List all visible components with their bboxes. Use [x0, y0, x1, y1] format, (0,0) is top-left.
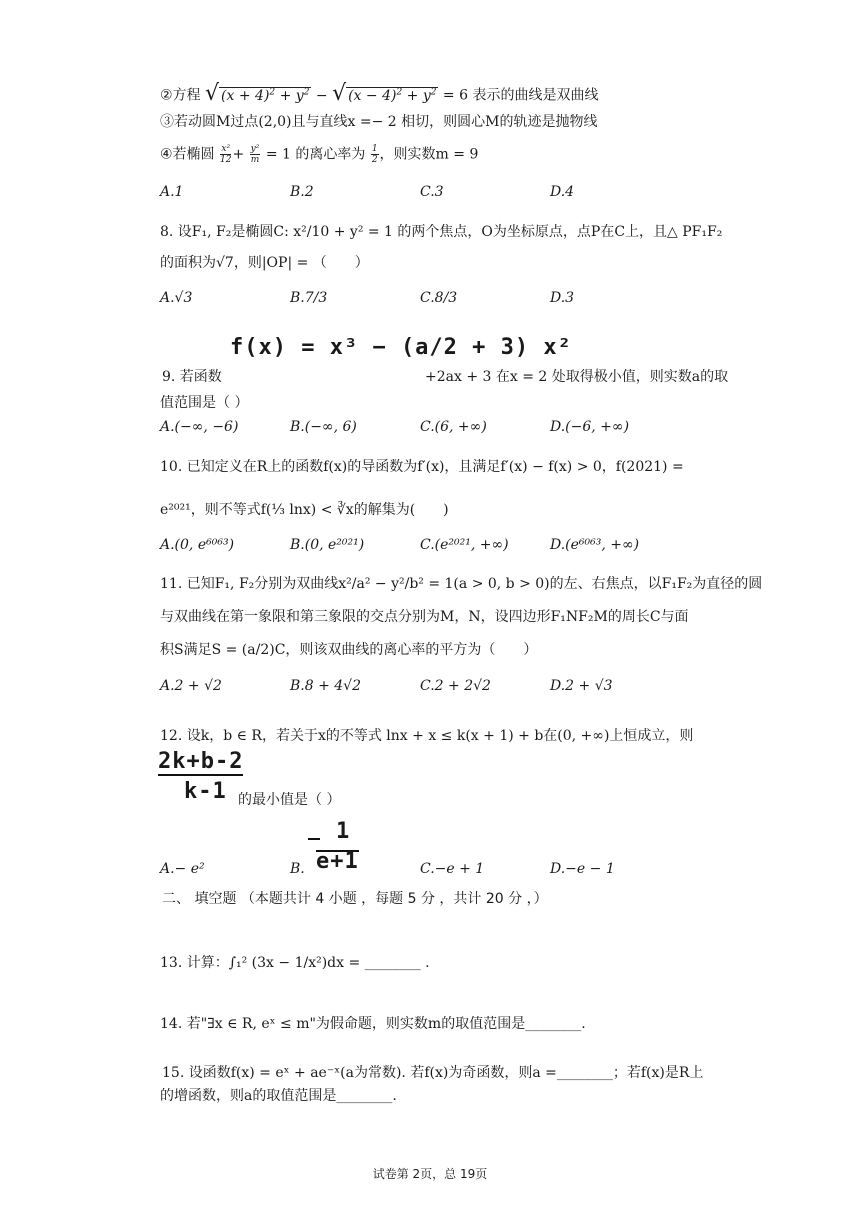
q11-option-a: A.2 + √2: [160, 678, 222, 694]
statement-4-label: ④若椭圆: [160, 146, 215, 163]
statement-4-tail2: ，则实数m = 9: [379, 146, 479, 163]
q9-suffix: +2ax + 3 在x = 2 处取得极小值，则实数a的取: [425, 369, 729, 385]
q9-line-2: 值范围是（ ）: [160, 395, 249, 411]
page-footer: 试卷第 2页，总 19页: [372, 1167, 488, 1181]
q9-option-d: D.(−6, +∞): [550, 419, 630, 435]
q9-option-a: A.(−∞, −6): [160, 419, 239, 435]
q12-option-c: C.−e + 1: [420, 861, 485, 877]
q11-line-1: 11. 已知F₁, F₂分别为双曲线x²/a² − y²/b² = 1(a > 0, b > 0)的左、右焦点，以F₁F₂为直径的圆: [160, 576, 763, 592]
q10-option-c: C.(e²⁰²¹, +∞): [420, 537, 509, 553]
q8-line-1: 8. 设F₁, F₂是椭圆C: x²/10 + y² = 1 的两个焦点，O为坐标原点，点P在C上，且△ PF₁F₂: [160, 224, 723, 240]
q11-option-d: D.2 + √3: [550, 678, 613, 694]
q12-option-b-minus: [308, 838, 320, 840]
q12-option-b-numerator: 1: [336, 819, 351, 844]
q12-line-1: 12. 设k，b ∈ R，若关于x的不等式 lnx + x ≤ k(x + 1) + b在(0, +∞)上恒成立，则: [160, 728, 694, 744]
q11-option-c: C.2 + 2√2: [420, 678, 491, 694]
q12-fraction-denominator: k-1: [184, 779, 227, 804]
q11-option-b: B.8 + 4√2: [290, 678, 362, 694]
q9-formula-image: f(x) = x³ − (a/2 + 3) x²: [230, 335, 572, 360]
statement-2-tail: = 6 表示的曲线是双曲线: [442, 87, 599, 104]
q8-option-a: A.√3: [160, 290, 193, 306]
q13-text: 13. 计算：∫₁² (3x − 1/x²)dx = ________ .: [160, 955, 430, 971]
q10-option-a: A.(0, e⁶⁰⁶³): [160, 537, 235, 553]
q9-option-c: C.(6, +∞): [420, 419, 487, 435]
q9-option-b: B.(−∞, 6): [290, 419, 357, 435]
q8-option-c: C.8/3: [420, 290, 458, 306]
q11-line-3: 积S满足S = (a/2)C，则该双曲线的离心率的平方为（ ）: [160, 642, 538, 658]
q9-prefix: 9. 若函数: [162, 369, 222, 385]
statement-2-label: ②方程: [160, 87, 201, 104]
q10-option-d: D.(e⁶⁰⁶³, +∞): [550, 537, 640, 553]
q15-line-1: 15. 设函数f(x) = eˣ + ae⁻ˣ(a为常数). 若f(x)为奇函数，则a =________；若f(x)是R上: [162, 1065, 704, 1081]
q12-fraction-numerator: 2k+b-2: [158, 749, 244, 774]
statement-2: [160, 82, 598, 106]
fraction-one-half: $\frac{1}{2}$: [371, 144, 378, 165]
q10-line-2: e²⁰²¹，则不等式f(⅓ lnx) < ∛x的解集为( ): [160, 502, 449, 518]
fraction-x2-12: $\frac{\text{x²}}{12}$: [220, 144, 232, 165]
q12-option-a: A.− e²: [160, 861, 205, 877]
q14-text: 14. 若"∃x ∈ R, eˣ ≤ m"为假命题，则实数m的取值范围是________.: [160, 1016, 586, 1032]
q12-option-b-denominator: e+1: [316, 849, 359, 874]
fraction-y2-m: $\frac{\text{y²}}{m}$: [250, 144, 260, 165]
section-heading-fill-in: 二、 填空题 （本题共计 4 小题 ，每题 5 分 ，共计 20 分 ，）: [162, 891, 548, 907]
statement-4: ④若椭圆 $\frac{\text{x²}}{12}$ + $\frac{\text{y²}}{m}$ = 1 的离心率为 $\frac{1}{2}$ ，则实数m = 9: [160, 144, 479, 165]
statement-3: ③若动圆M过点(2,0)且与直线x =− 2 相切，则圆心M的轨迹是抛物线: [160, 114, 598, 130]
q10-line-1: 10. 已知定义在R上的函数f(x)的导函数为f′(x)，且满足f′(x) − f(x) > 0，f(2021) =: [160, 459, 684, 475]
q7-option-c: C.3: [420, 184, 444, 200]
q7-option-d: D.4: [550, 184, 575, 200]
q8-line-2: 的面积为√7，则|OP| = （ ）: [160, 255, 369, 271]
q12-suffix: 的最小值是（ ）: [238, 792, 341, 808]
q12-option-d: D.−e − 1: [550, 861, 615, 877]
q7-option-a: A.1: [160, 184, 184, 200]
formula-sqrt-expression: √ $(x + 4)^2 + y^2$ − √ $(x - 4)^2 + y^2$: [205, 80, 437, 106]
q7-option-b: B.2: [290, 184, 314, 200]
q15-line-2: 的增函数，则a的取值范围是________.: [160, 1088, 397, 1104]
q10-option-b: B.(0, e²⁰²¹): [290, 537, 365, 553]
q8-option-b: B.7/3: [290, 290, 328, 306]
q11-line-2: 与双曲线在第一象限和第三象限的交点分别为M，N，设四边形F₁NF₂M的周长C与面: [160, 609, 689, 625]
q12-option-b: B.: [290, 861, 305, 877]
statement-4-tail: = 1 的离心率为: [265, 146, 366, 163]
q8-option-d: D.3: [550, 290, 575, 306]
